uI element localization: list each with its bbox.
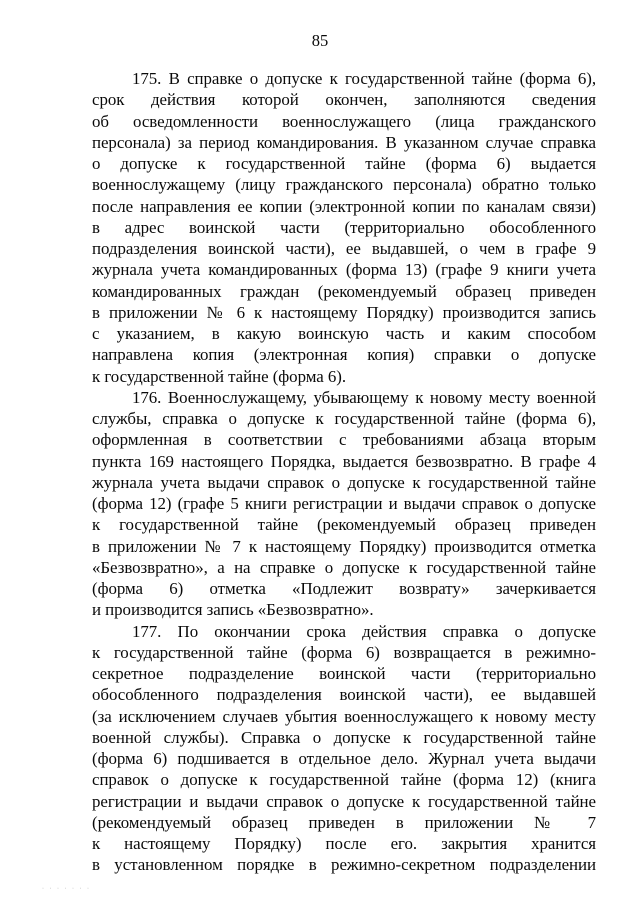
text-line: подразделения воинской части), ее выдавшей, о чем в графе 9 (92, 239, 596, 258)
text-line: регистрации и выдачи справок о допуске к государственной тайне (92, 791, 596, 811)
text-line: направлена копия (электронная копия) справки о допуске (92, 345, 596, 365)
text-line: персонала) за период командирования. В указанном случае справка (92, 132, 596, 152)
text-line: службы, справка о допуске к государственной тайне (форма 6), (92, 409, 596, 428)
text-line: военнослужащему (лицу гражданского персонала) обратно только (92, 175, 596, 195)
text-line: командированных граждан (рекомендуемый образец приведен (92, 281, 596, 301)
text-line: журнала учета выдачи справок о допуске к государственной тайне (92, 472, 596, 492)
text-line: к настоящему Порядку) после его. закрытия хранится (92, 834, 596, 853)
text-line: 175. В справке о допуске к государственной тайне (форма 6), (132, 69, 596, 88)
text-line: (форма 6) отметка «Подлежит возврату» зачеркивается (92, 579, 596, 598)
text-line: к государственной тайне (форма 6) возвращается в режимно- (92, 642, 596, 662)
text-line: (за исключением случаев убытия военнослужащего к новому месту (92, 706, 596, 726)
text-line: (форма 12) (графе 5 книги регистрации и выдачи справок о допуске (92, 494, 596, 513)
text-line: в установленном порядке в режимно-секретном подразделении (92, 855, 596, 875)
scan-artifact: · · · · · · · (42, 886, 91, 892)
text-line: (форма 6) подшивается в отдельное дело. Журнал учета выдачи (92, 749, 596, 768)
document-body (92, 68, 596, 876)
text-line: к государственной тайне (форма 6). (92, 366, 347, 386)
text-line: справок о допуске к государственной тайне (форма 12) (книга (92, 770, 596, 790)
text-line: оформленная в соответствии с требованиями абзаца вторым (92, 430, 596, 450)
text-line: об осведомленности военнослужащего (лица гражданского (92, 111, 596, 131)
text-line: в приложении № 7 к настоящему Порядку) производится отметка (92, 536, 596, 556)
paragraph-176 (92, 387, 596, 621)
paragraph-175 (92, 68, 596, 387)
text-line: с указанием, в какую воинскую часть и каким способом (92, 324, 596, 343)
text-line: «Безвозвратно», а на справке о допуске к государственной тайне (92, 557, 596, 577)
text-line: (рекомендуемый образец приведен в приложении № 7 (92, 812, 596, 832)
text-line: в приложении № 6 к настоящему Порядку) производится запись (92, 302, 596, 322)
text-line: к государственной тайне (рекомендуемый образец приведен (92, 515, 596, 535)
page-number: 85 (311, 31, 329, 50)
text-line: в адрес воинской части (территориально обособленного (92, 217, 596, 237)
paragraph-177 (92, 621, 596, 876)
text-line: секретное подразделение воинской части (территориально (92, 664, 596, 683)
text-line: обособленного подразделения воинской части), ее выдавшей (92, 685, 596, 705)
text-line: пункта 169 настоящего Порядка, выдается безвозвратно. В графе 4 (92, 451, 596, 471)
text-line: журнала учета командированных (форма 13) (графе 9 книги учета (92, 260, 596, 280)
text-line: и производится запись «Безвозвратно». (92, 600, 374, 620)
text-line: 177. По окончании срока действия справка о допуске (132, 621, 596, 641)
text-line: срок действия которой окончен, заполняются сведения (92, 90, 596, 110)
text-line: 176. Военнослужащему, убывающему к новому месту военной (132, 387, 596, 407)
text-line: о допуске к государственной тайне (форма 6) выдается (92, 154, 596, 173)
text-line: после направления ее копии (электронной копии по каналам связи) (92, 196, 596, 216)
text-line: военной службы). Справка о допуске к государственной тайне (92, 727, 596, 747)
